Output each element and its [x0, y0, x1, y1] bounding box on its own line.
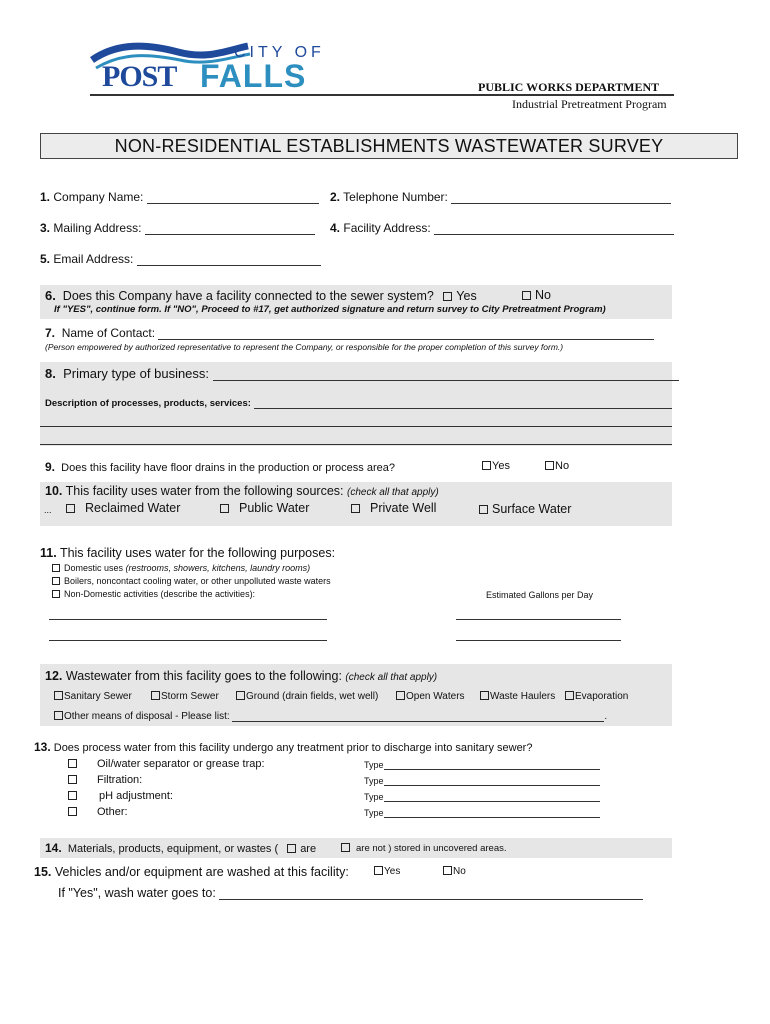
ground-checkbox[interactable] — [236, 691, 245, 700]
q12: 12. Wastewater from this facility goes to the following: (check all that apply) — [45, 669, 438, 683]
q13-opt-filtration: Filtration: — [68, 774, 142, 786]
non-domestic-checkbox[interactable] — [52, 590, 60, 598]
q15-yes-option: Yes — [374, 866, 400, 877]
city-logo — [88, 38, 328, 100]
q6: 6. Does this Company have a facility connected to the sewer system? Yes — [45, 288, 477, 303]
company-name-field[interactable] — [147, 191, 319, 204]
q2: 2. Telephone Number: — [330, 190, 671, 204]
type-row-2: Type — [364, 776, 600, 786]
q10: 10. This facility uses water from the following sources: (check all that apply) — [45, 484, 439, 498]
q12-opt-ground: Ground (drain fields, wet well) — [236, 691, 378, 702]
open-waters-checkbox[interactable] — [396, 691, 405, 700]
type-field-2[interactable] — [384, 776, 600, 786]
business-type-field[interactable] — [213, 368, 679, 381]
q6-note: If "YES", continue form. If "NO", Proceed to #17, get authorized signature and return survey to City Pretreatment Program) — [54, 304, 606, 315]
q1: 1. Company Name: — [40, 190, 319, 204]
q5: 5. Email Address: — [40, 252, 321, 266]
q3: 3. Mailing Address: — [40, 221, 315, 235]
description-field[interactable] — [254, 396, 672, 409]
q15-yes-checkbox[interactable] — [374, 866, 383, 875]
other-disposal-field[interactable] — [232, 711, 604, 722]
q9-yes-checkbox[interactable] — [482, 461, 491, 470]
q9: 9. Does this facility have floor drains in the production or process area? — [45, 460, 395, 474]
boilers-checkbox[interactable] — [52, 577, 60, 585]
q11: 11. This facility uses water for the following purposes: — [40, 546, 336, 560]
contact-name-field[interactable] — [158, 327, 654, 340]
q12-opt-storm: Storm Sewer — [151, 691, 219, 702]
q14-are-not: are not ) stored in uncovered areas. — [341, 843, 507, 854]
type-row-4: Type — [364, 808, 600, 818]
other-disposal-checkbox[interactable] — [54, 711, 63, 720]
filtration-checkbox[interactable] — [68, 775, 77, 784]
gallons-label: Estimated Gallons per Day — [486, 590, 594, 600]
q10-dots: ... — [44, 505, 52, 515]
type-field-4[interactable] — [384, 808, 600, 818]
type-field-3[interactable] — [384, 792, 600, 802]
activity-line-2[interactable] — [49, 640, 327, 641]
waste-haulers-checkbox[interactable] — [480, 691, 489, 700]
q12-options — [54, 691, 132, 702]
mailing-address-field[interactable] — [145, 222, 315, 235]
q12-opt-sanitary: Sanitary Sewer — [54, 691, 132, 702]
q12-opt-other: Other means of disposal - Please list: . — [54, 711, 607, 722]
email-field[interactable] — [137, 253, 321, 266]
type-row-3: Type — [364, 792, 600, 802]
storm-sewer-checkbox[interactable] — [151, 691, 160, 700]
q10-opt-reclaimed: Reclaimed Water — [66, 501, 180, 515]
q10-opt-surface: Surface Water — [479, 502, 571, 516]
q13-opt-ph: pH adjustment: — [68, 790, 173, 802]
public-water-checkbox[interactable] — [220, 504, 229, 513]
domestic-uses-checkbox[interactable] — [52, 564, 60, 572]
department-name: PUBLIC WORKS DEPARTMENT — [478, 80, 660, 94]
evaporation-checkbox[interactable] — [565, 691, 574, 700]
q10-opt-public: Public Water — [220, 501, 309, 515]
type-row-1: Type — [364, 760, 600, 770]
q13: 13. Does process water from this facility undergo any treatment prior to discharge into sanitary sewer? — [34, 740, 533, 754]
q10-opt-well: Private Well — [351, 501, 436, 515]
q9-no-option: No — [545, 460, 569, 472]
surface-water-checkbox[interactable] — [479, 505, 488, 514]
q6-no-option: No — [522, 288, 551, 302]
q11-opt-domestic: Domestic uses (restrooms, showers, kitchens, laundry rooms) — [52, 563, 310, 573]
program-name: Industrial Pretreatment Program — [512, 97, 667, 111]
q15-wash: If "Yes", wash water goes to: — [58, 886, 643, 900]
reclaimed-water-checkbox[interactable] — [66, 504, 75, 513]
q14: 14. Materials, products, equipment, or wastes ( are — [45, 841, 317, 855]
sanitary-sewer-checkbox[interactable] — [54, 691, 63, 700]
private-well-checkbox[interactable] — [351, 504, 360, 513]
oil-separator-checkbox[interactable] — [68, 759, 77, 768]
q6-no-checkbox[interactable] — [522, 291, 531, 300]
description-line-2[interactable] — [40, 426, 672, 427]
q9-yes-option: Yes — [482, 460, 510, 472]
q8-desc: Description of processes, products, services: — [45, 396, 672, 409]
other-treatment-checkbox[interactable] — [68, 807, 77, 816]
q15-no-checkbox[interactable] — [443, 866, 452, 875]
description-line-3[interactable] — [40, 444, 672, 445]
ph-adjustment-checkbox[interactable] — [68, 791, 77, 800]
q8: 8. Primary type of business: — [45, 366, 679, 381]
logo-falls: FALLS — [200, 58, 307, 94]
gallons-line-1[interactable] — [456, 619, 621, 620]
q6-yes-checkbox[interactable] — [443, 292, 452, 301]
page-title: NON-RESIDENTIAL ESTABLISHMENTS WASTEWATER SURVEY — [114, 136, 664, 156]
q4: 4. Facility Address: — [330, 221, 674, 235]
q13-opt-other: Other: — [68, 806, 128, 818]
facility-address-field[interactable] — [434, 222, 674, 235]
q7-note: (Person empowered by authorized representative to represent the Company, or responsible for the proper completion of this survey form.) — [45, 342, 564, 352]
q11-opt-nondomestic: Non-Domestic activities (describe the activities): — [52, 589, 255, 599]
q15-no-option: No — [443, 866, 466, 877]
q12-opt-haulers: Waste Haulers — [480, 691, 555, 702]
activity-line-1[interactable] — [49, 619, 327, 620]
type-field-1[interactable] — [384, 760, 600, 770]
q11-opt-boilers: Boilers, noncontact cooling water, or other unpolluted waste waters — [52, 576, 331, 586]
logo-post: POST — [102, 60, 177, 93]
telephone-field[interactable] — [451, 191, 671, 204]
q14-are-not-checkbox[interactable] — [341, 843, 350, 852]
wash-water-field[interactable] — [219, 887, 643, 900]
q9-no-checkbox[interactable] — [545, 461, 554, 470]
q13-opt-oil: Oil/water separator or grease trap: — [68, 758, 265, 770]
q14-are-checkbox[interactable] — [287, 844, 296, 853]
q12-opt-evaporation: Evaporation — [565, 691, 628, 702]
q15: 15. Vehicles and/or equipment are washed at this facility: — [34, 865, 349, 879]
q12-opt-open: Open Waters — [396, 691, 465, 702]
gallons-line-2[interactable] — [456, 640, 621, 641]
q7: 7. Name of Contact: — [45, 326, 654, 340]
logo-city-of: CITY OF — [234, 44, 325, 61]
